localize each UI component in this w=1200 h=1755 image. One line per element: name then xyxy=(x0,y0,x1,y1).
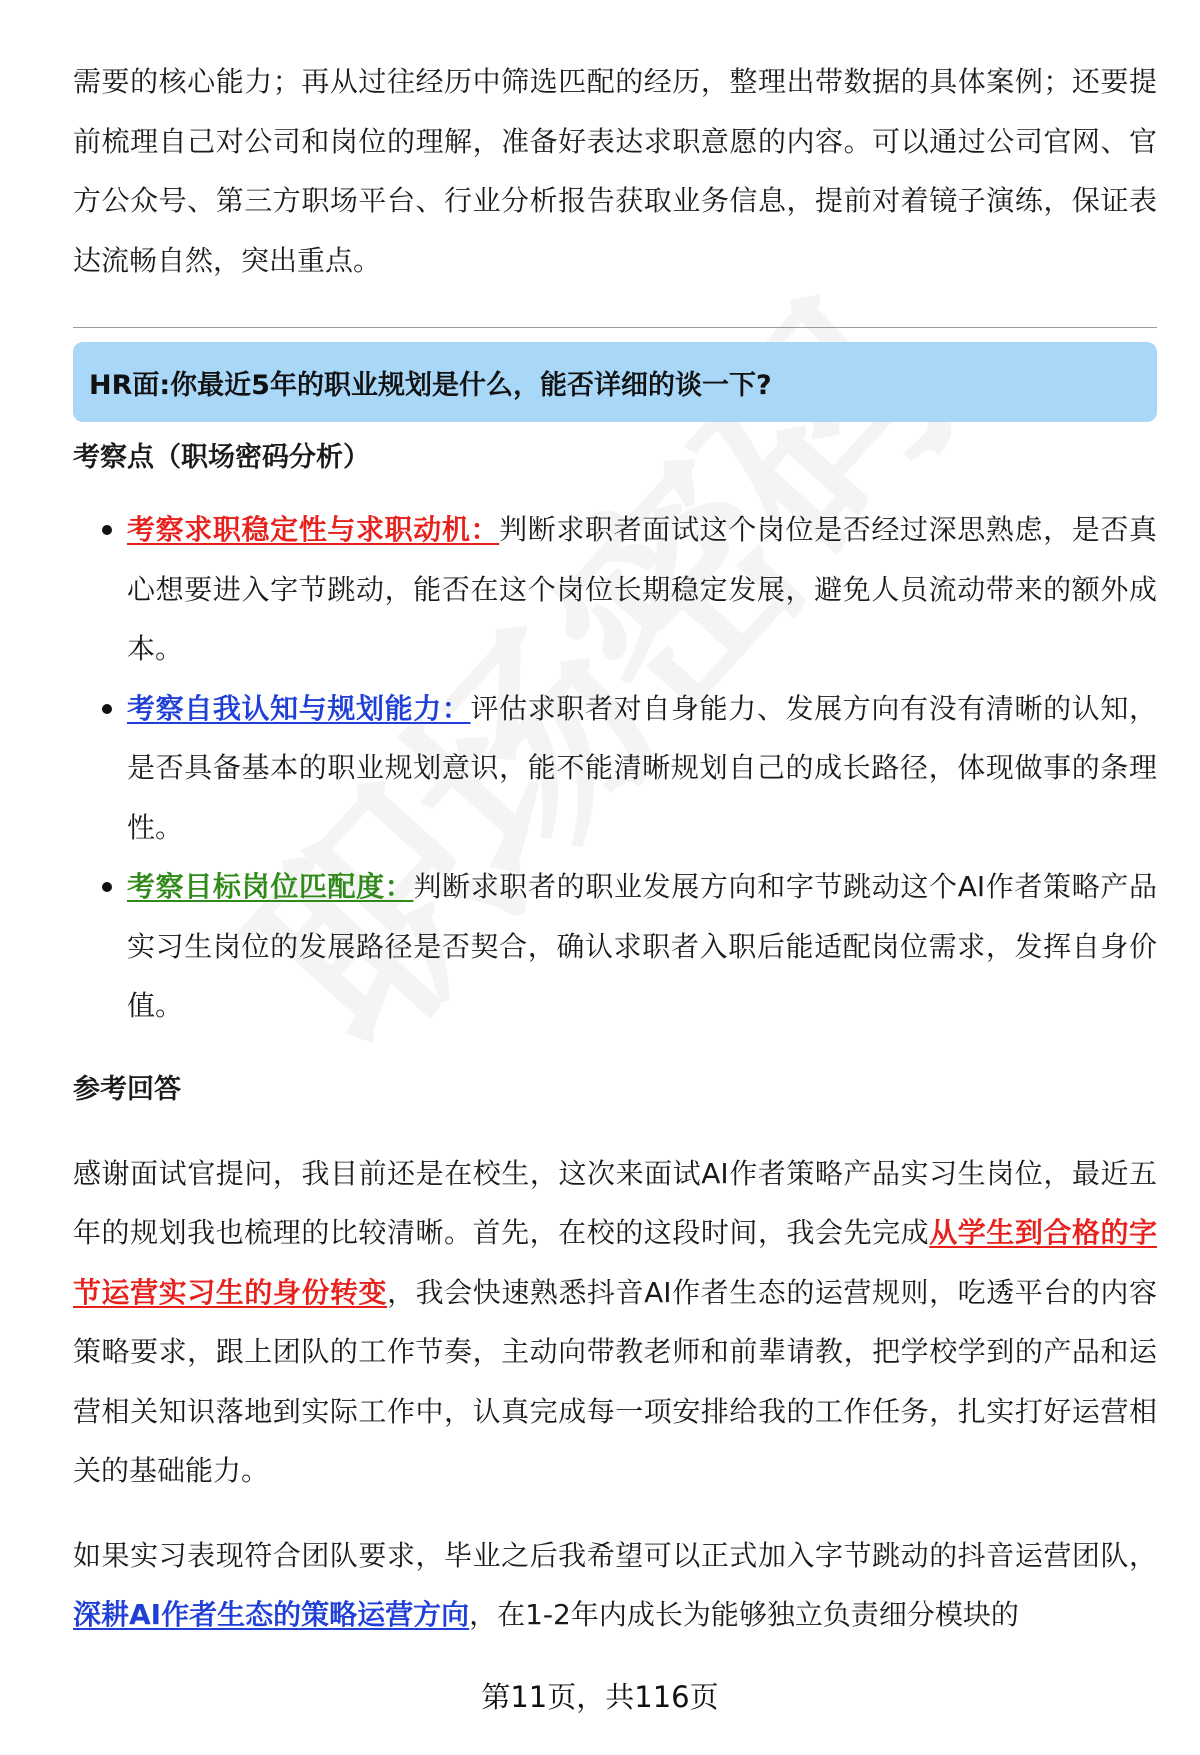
page-number-footer: 第11页，共116页 xyxy=(481,1680,719,1714)
section-divider xyxy=(73,327,1157,328)
answer-text: ，在1-2年内成长为能够独立负责细分模块的 xyxy=(469,1598,1019,1631)
point-keyword: 考察自我认知与规划能力： xyxy=(127,691,471,725)
analysis-points-list xyxy=(73,500,1157,1036)
bullet-icon xyxy=(102,704,112,714)
point-text: 判断求职者的职业发展方向和字节跳动这个AI作者策略产品实习生岗位的发展路径是否契合，确认求职者入职后能适配岗位需求，发挥自身价值。 xyxy=(127,870,1157,1022)
question-text: HR面:你最近5年的职业规划是什么，能否详细的谈一下? xyxy=(89,369,772,401)
document-body xyxy=(73,52,1157,1645)
bullet-icon xyxy=(102,525,112,535)
point-text: 判断求职者面试这个岗位是否经过深思熟虑，是否真心想要进入字节跳动，能否在这个岗位长期稳定发展，避免人员流动带来的额外成本。 xyxy=(127,513,1157,665)
reference-heading: 参考回答 xyxy=(73,1073,181,1105)
analysis-heading: 考察点（职场密码分析） xyxy=(73,442,370,473)
list-item xyxy=(73,857,1157,1036)
answer-paragraph-2 xyxy=(73,1526,1157,1645)
answer-text: 如果实习表现符合团队要求，毕业之后我希望可以正式加入字节跳动的抖音运营团队， xyxy=(73,1538,1157,1572)
answer-highlight: 深耕AI作者生态的策略运营方向 xyxy=(73,1598,470,1631)
bullet-icon xyxy=(102,882,112,892)
list-item xyxy=(73,500,1157,679)
question-box xyxy=(73,342,1157,422)
list-item xyxy=(73,679,1157,858)
answer-text: 感谢面试官提问，我目前还是在校生，这次来面试AI作者策略产品实习生岗位，最近五年的规划我也梳理的比较清晰。首先，在校的这段时间，我会先完成 xyxy=(73,1156,1157,1249)
answer-paragraph-1 xyxy=(73,1144,1157,1501)
intro-paragraph: 需要的核心能力；再从过往经历中筛选匹配的经历，整理出带数据的具体案例；还要提前梳理自己对公司和岗位的理解，准备好表达求职意愿的内容。可以通过公司官网、官方公众号、第三方职场平台、行业分析报告获取业务信息，提前对着镜子演练，保证表达流畅自然，突出重点。 xyxy=(73,65,1157,277)
answer-highlight: 从学生到合格的字节运营实习生的身份转变 xyxy=(73,1216,1157,1309)
point-keyword: 考察求职稳定性与求职动机： xyxy=(127,513,500,546)
answer-text: ，我会快速熟悉抖音AI作者生态的运营规则，吃透平台的内容策略要求，跟上团队的工作节奏，主动向带教老师和前辈请教，把学校学到的产品和运营相关知识落地到实际工作中，认真完成每一项安排给我的工作任务，扎实打好运营相关的基础能力。 xyxy=(73,1275,1157,1487)
point-keyword: 考察目标岗位匹配度： xyxy=(127,870,414,903)
point-text: 评估求职者对自身能力、发展方向有没有清晰的认知，是否具备基本的职业规划意识，能不能清晰规划自己的成长路径，体现做事的条理性。 xyxy=(127,691,1157,844)
